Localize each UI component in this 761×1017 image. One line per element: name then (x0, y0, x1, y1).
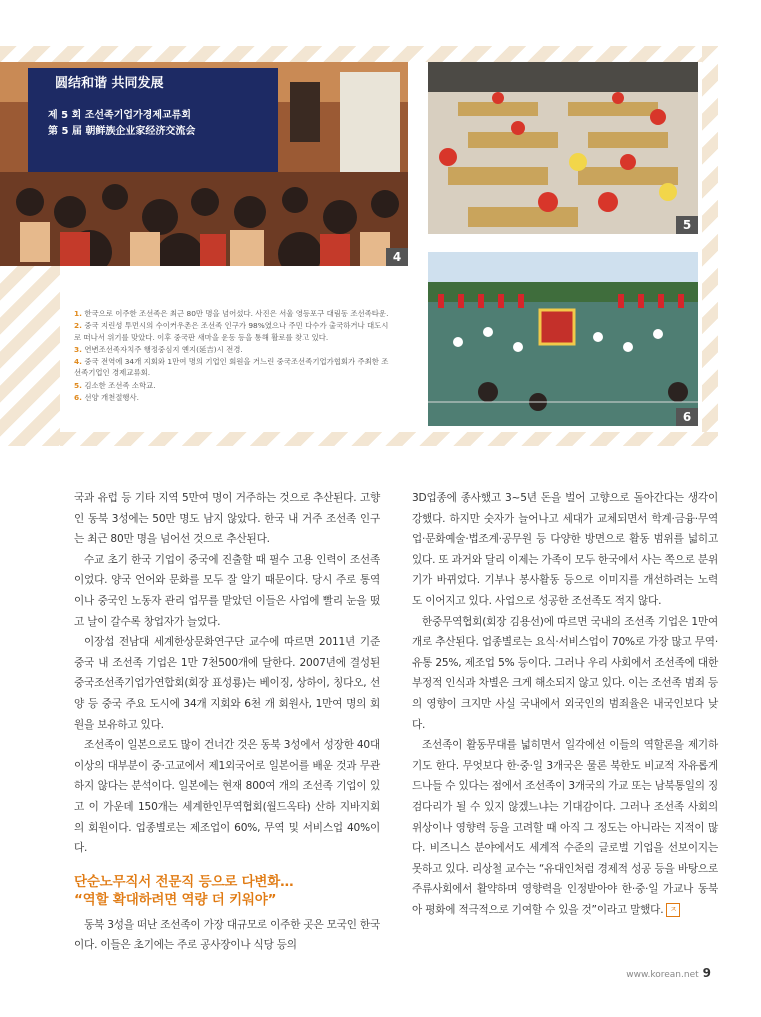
right-paragraph-3: 조선족이 활동무대를 넓히면서 일각에선 이들의 역할론을 제기하기도 한다. 무엇보다 한·중·일 3개국은 물론 북한도 비교적 자유롭게 드나들 수 있다는 점에서 조선족이 3개국의 가교 또는 남북통일의 징검다리가 될 수 있지 않겠느냐는 기대감이다. 그러나 조선족 사회의 위상이나 영향력 등을 고려할 때 아직 그 정도는 아니라는 지적이 많다. 비즈니스 분야에서도 세계적 수준의 글로벌 기업을 선보이지는 못하고 있다. 리상철 교수는 “유대인처럼 경제적 성공 등을 바탕으로 주류사회에서 활약하며 영향력을 인정받아야 한·중·일 가교나 동북아 평화에 적극적으로 기여할 수 있을 것”이라고 말했다. ㅈ (412, 739, 718, 916)
decorative-stripe-bottom (60, 432, 718, 446)
decorative-stripe-left (0, 250, 60, 446)
left-paragraph-5: 동북 3성을 떠난 조선족이 가장 대규모로 이주한 곳은 모국인 한국이다. 이들은 초기에는 주로 공사장이나 식당 등의 (74, 918, 380, 952)
article-right-column (412, 488, 718, 920)
photo-conference (0, 62, 408, 266)
caption-5: 5. 김소한 조선족 소학교. (74, 380, 156, 390)
footer-url: www.korean.net (626, 970, 699, 980)
caption-1: 1. 한국으로 이주한 조선족은 최근 80만 명을 넘어섰다. 사진은 서울 영등포구 대림동 조선족타운. (74, 309, 389, 318)
photo-festival (428, 252, 698, 426)
photo-number-6: 6 (676, 408, 698, 426)
conference-banner-top: 圆结和谐 共同发展 (55, 76, 164, 91)
decorative-stripe-right (702, 46, 718, 446)
article-left-column (74, 488, 380, 956)
decorative-stripe-top (0, 46, 718, 62)
article-end-mark: ㅈ (666, 903, 680, 917)
page-footer (626, 966, 711, 980)
right-paragraph-1: 3D업종에 종사했고 3~5년 돈을 벌어 고향으로 돌아간다는 생각이 강했다. 하지만 숫자가 늘어나고 세대가 교체되면서 학계·금융·무역업·문화예술·법조계·공무원 등 다양한 방면으로 활동 범위를 넓히고 있다. 또 과거와 달리 이제는 가족이 모두 한국에서 사는 쪽으로 분위기가 바뀌었다. 기부나 봉사활동 등으로 이미지를 개선하려는 노력도 이어지고 있다. 사업으로 성공한 조선족도 적지 않다. (412, 492, 718, 607)
left-paragraph-1: 국과 유럽 등 기타 지역 5만여 명이 거주하는 것으로 추산된다. 고향인 동북 3성에는 50만 명도 남지 않았다. 한국 내 거주 조선족 인구는 최근 80만 명을 넘어선 것으로 추산된다. (74, 492, 380, 546)
left-paragraph-2: 수교 초기 한국 기업이 중국에 진출할 때 필수 고용 인력이 조선족이었다. 양국 언어와 문화를 모두 잘 알기 때문이다. 당시 주로 통역이나 중국인 노동자 관리 업무를 맡았던 이들은 사업에 빨리 눈을 떴고 날이 갈수록 창업자가 늘었다. (74, 553, 380, 628)
conference-illustration (0, 62, 408, 266)
section-subhead (74, 873, 380, 909)
subhead-line-1: 단순노무직서 전문직 등으로 다변화… (74, 873, 294, 890)
classroom-illustration (428, 62, 698, 234)
caption-3: 3. 연변조선족자치주 행정중심지 옌지(延吉)시 전경. (74, 344, 243, 354)
festival-illustration (428, 252, 698, 426)
left-paragraph-4: 조선족이 일본으로도 많이 건너간 것은 동북 3성에서 성장한 40대 이상의 대부분이 중·고교에서 제1외국어로 일본어를 배운 것과 무관하지 않다는 분석이다. 일본에는 현재 800여 개의 조선족 기업이 있고 이 가운데 150개는 세계한인무역협회(월드옥타) 산하 지바지회의 회원이다. 업종별로는 제조업이 60%, 무역 및 서비스업 40%이다. (74, 739, 380, 855)
caption-6: 6. 선양 개천절행사. (74, 393, 139, 403)
left-paragraph-3: 이장섭 전남대 세계한상문화연구단 교수에 따르면 2011년 기준 중국 내 조선족 기업은 1만 7천500개에 달한다. 2007년에 결성된 중국조선족기업가연합회(회장 표성룡)는 베이징, 상하이, 칭다오, 선양 등 중국 주요 도시에 34개 지회와 6천 개 회원사, 1만여 명의 회원을 보유하고 있다. (74, 636, 380, 731)
subhead-line-2: “역할 확대하려면 역량 더 키워야” (74, 891, 277, 908)
conference-banner-line1: 제 5 회 조선족기업가경제교류회 (48, 110, 191, 121)
caption-2: 2. 중국 지린성 투먼시의 수이커우촌은 조선족 인구가 98%였으나 주민 다수가 출국하거나 대도시로 떠나서 위기를 맞았다. 이후 중국판 새마을 운동 등을 통해 활로를 찾고 있다. (74, 321, 389, 342)
photo-captions (74, 308, 392, 404)
right-paragraph-2: 한중무역협회(회장 김용선)에 따르면 국내의 조선족 기업은 1만여 개로 추산된다. 업종별로는 요식·서비스업이 70%로 가장 많고 무역·유통 25%, 제조업 5% 등이다. 그러나 우리 사회에서 조선족에 대한 부정적 인식과 차별은 크게 해소되지 않고 있다. 이는 조선족 범죄 등의 영향이 크지만 사실 국내에서 외국인의 범죄율은 내국인보다 낮다. (412, 615, 718, 731)
page-number: 9 (702, 966, 711, 980)
caption-4: 4. 중국 전역에 34개 지회와 1만여 명의 기업인 회원을 거느린 중국조선족기업가협회가 주최한 조선족기업인 경제교류회. (74, 357, 389, 378)
photo-number-4: 4 (386, 248, 408, 266)
photo-classroom (428, 62, 698, 234)
conference-banner-line2: 第 5 届 朝鲜族企业家经济交流会 (48, 126, 196, 137)
photo-number-5: 5 (676, 216, 698, 234)
